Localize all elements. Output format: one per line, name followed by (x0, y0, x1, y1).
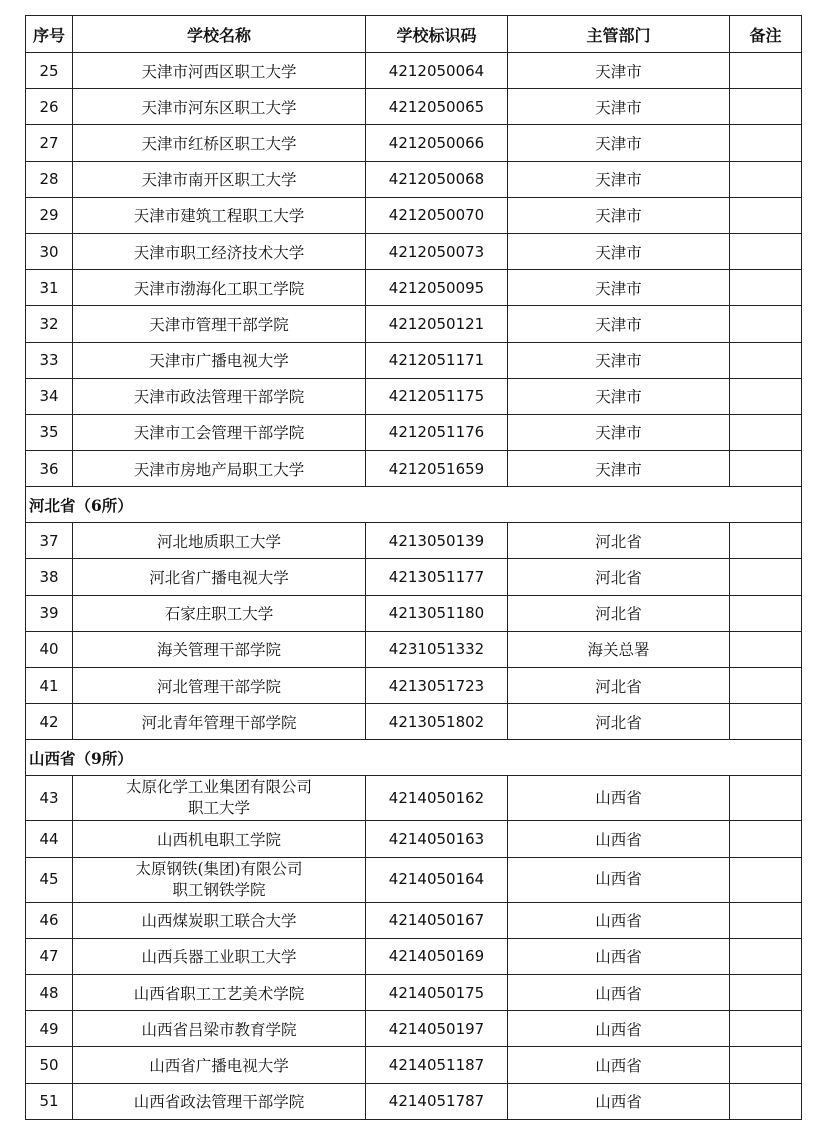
school-name-line: 太原钢铁(集团)有限公司 (135, 859, 303, 878)
cell-department: 天津市 (508, 197, 730, 233)
cell-school-code: 4214050197 (366, 1011, 508, 1047)
cell-school-name (73, 776, 366, 821)
cell-seq: 40 (26, 631, 73, 667)
cell-seq: 26 (26, 89, 73, 125)
cell-school-code: 4212051171 (366, 342, 508, 378)
school-name-line: 职工钢铁学院 (172, 880, 266, 899)
cell-school-code: 4213051180 (366, 595, 508, 631)
cell-school-name (73, 1083, 366, 1119)
cell-school-code: 4213051723 (366, 668, 508, 704)
cell-note (730, 704, 802, 740)
table-row (26, 125, 802, 161)
school-name-line: 天津市南开区职工大学 (141, 171, 297, 190)
table-row (26, 451, 802, 487)
cell-seq: 44 (26, 821, 73, 857)
table-row (26, 270, 802, 306)
cell-note (730, 53, 802, 89)
cell-department: 山西省 (508, 902, 730, 938)
cell-school-code: 4213051177 (366, 559, 508, 595)
cell-seq: 50 (26, 1047, 73, 1083)
school-name-line: 天津市渤海化工职工学院 (133, 279, 305, 298)
cell-seq: 31 (26, 270, 73, 306)
cell-department: 天津市 (508, 89, 730, 125)
cell-department: 河北省 (508, 704, 730, 740)
cell-seq: 45 (26, 857, 73, 902)
cell-department: 山西省 (508, 857, 730, 902)
cell-department: 天津市 (508, 342, 730, 378)
table-header-row (26, 16, 802, 53)
section-header-row (26, 740, 802, 776)
cell-school-name (73, 161, 366, 197)
section-title: 山西省（9所） (26, 740, 802, 776)
cell-seq: 28 (26, 161, 73, 197)
school-name-line: 河北省广播电视大学 (149, 569, 289, 588)
cell-department: 天津市 (508, 414, 730, 450)
cell-school-code: 4214050162 (366, 776, 508, 821)
table-row (26, 89, 802, 125)
cell-note (730, 902, 802, 938)
cell-school-code: 4212051176 (366, 414, 508, 450)
cell-note (730, 631, 802, 667)
cell-school-name (73, 451, 366, 487)
school-name-line: 天津市政法管理干部学院 (133, 388, 305, 407)
cell-school-code: 4214050164 (366, 857, 508, 902)
cell-school-code: 4212050065 (366, 89, 508, 125)
cell-department: 山西省 (508, 938, 730, 974)
header-school-code: 学校标识码 (366, 16, 508, 53)
cell-note (730, 668, 802, 704)
school-name-line: 职工大学 (187, 799, 250, 818)
cell-school-name (73, 1047, 366, 1083)
school-name-line: 天津市广播电视大学 (149, 352, 289, 371)
school-name-line: 山西省吕梁市教育学院 (141, 1020, 297, 1039)
cell-school-code: 4213051802 (366, 704, 508, 740)
school-name-line: 山西机电职工学院 (156, 830, 281, 849)
table-row (26, 342, 802, 378)
cell-note (730, 451, 802, 487)
cell-note (730, 938, 802, 974)
cell-seq: 51 (26, 1083, 73, 1119)
table-row (26, 902, 802, 938)
cell-department: 天津市 (508, 451, 730, 487)
cell-department: 山西省 (508, 1083, 730, 1119)
cell-school-name (73, 270, 366, 306)
table-row (26, 414, 802, 450)
header-department: 主管部门 (508, 16, 730, 53)
cell-school-code: 4212050121 (366, 306, 508, 342)
table-row (26, 197, 802, 233)
school-name-line: 天津市建筑工程职工大学 (133, 207, 305, 226)
school-name-line: 石家庄职工大学 (164, 605, 274, 624)
cell-note (730, 1011, 802, 1047)
cell-seq: 32 (26, 306, 73, 342)
table-row (26, 233, 802, 269)
cell-seq: 36 (26, 451, 73, 487)
cell-school-name (73, 1011, 366, 1047)
section-header-row (26, 487, 802, 523)
cell-seq: 35 (26, 414, 73, 450)
school-name-line: 山西省职工工艺美术学院 (133, 984, 305, 1003)
cell-note (730, 821, 802, 857)
cell-department: 山西省 (508, 1047, 730, 1083)
header-school-name: 学校名称 (73, 16, 366, 53)
cell-school-name (73, 974, 366, 1010)
cell-department: 山西省 (508, 776, 730, 821)
table-row (26, 161, 802, 197)
school-name-line: 山西兵器工业职工大学 (141, 948, 297, 967)
cell-note (730, 306, 802, 342)
cell-department: 山西省 (508, 974, 730, 1010)
cell-note (730, 776, 802, 821)
cell-department: 海关总署 (508, 631, 730, 667)
cell-department: 山西省 (508, 821, 730, 857)
cell-department: 河北省 (508, 523, 730, 559)
table-row (26, 631, 802, 667)
cell-seq: 43 (26, 776, 73, 821)
cell-school-name (73, 342, 366, 378)
cell-school-name (73, 559, 366, 595)
cell-school-code: 4231051332 (366, 631, 508, 667)
cell-note (730, 1083, 802, 1119)
cell-department: 天津市 (508, 125, 730, 161)
cell-note (730, 270, 802, 306)
cell-school-name (73, 704, 366, 740)
cell-school-name (73, 821, 366, 857)
cell-department: 天津市 (508, 53, 730, 89)
cell-department: 河北省 (508, 559, 730, 595)
cell-school-code: 4212050073 (366, 233, 508, 269)
cell-note (730, 414, 802, 450)
school-name-line: 太原化学工业集团有限公司 (125, 778, 312, 797)
table-row (26, 704, 802, 740)
table-row (26, 523, 802, 559)
cell-seq: 42 (26, 704, 73, 740)
cell-note (730, 89, 802, 125)
cell-department: 天津市 (508, 378, 730, 414)
table-row (26, 821, 802, 857)
cell-school-name (73, 595, 366, 631)
school-name-line: 天津市工会管理干部学院 (133, 424, 305, 443)
table-row (26, 776, 802, 821)
cell-school-name (73, 53, 366, 89)
table-row (26, 53, 802, 89)
cell-note (730, 857, 802, 902)
cell-school-name (73, 523, 366, 559)
cell-department: 天津市 (508, 306, 730, 342)
cell-school-name (73, 233, 366, 269)
cell-school-name (73, 902, 366, 938)
cell-school-name (73, 857, 366, 902)
table-row (26, 974, 802, 1010)
table-row (26, 306, 802, 342)
cell-school-code: 4212050095 (366, 270, 508, 306)
school-name-line: 河北管理干部学院 (156, 677, 281, 696)
cell-seq: 46 (26, 902, 73, 938)
cell-school-code: 4214050167 (366, 902, 508, 938)
cell-seq: 34 (26, 378, 73, 414)
table-row (26, 938, 802, 974)
school-name-line: 海关管理干部学院 (156, 641, 281, 660)
cell-seq: 25 (26, 53, 73, 89)
cell-department: 天津市 (508, 270, 730, 306)
cell-note (730, 342, 802, 378)
cell-note (730, 161, 802, 197)
school-name-line: 天津市河东区职工大学 (141, 98, 297, 117)
cell-seq: 27 (26, 125, 73, 161)
table-row (26, 1083, 802, 1119)
cell-school-name (73, 668, 366, 704)
cell-seq: 48 (26, 974, 73, 1010)
header-seq: 序号 (26, 16, 73, 53)
cell-department: 河北省 (508, 595, 730, 631)
table-row (26, 857, 802, 902)
school-name-line: 山西煤炭职工联合大学 (141, 912, 297, 931)
table-row (26, 1047, 802, 1083)
cell-note (730, 233, 802, 269)
table-row (26, 668, 802, 704)
cell-department: 山西省 (508, 1011, 730, 1047)
school-name-line: 河北青年管理干部学院 (141, 713, 297, 732)
cell-note (730, 523, 802, 559)
cell-school-code: 4214050163 (366, 821, 508, 857)
cell-seq: 38 (26, 559, 73, 595)
cell-note (730, 559, 802, 595)
school-name-line: 天津市职工经济技术大学 (133, 243, 305, 262)
cell-school-name (73, 197, 366, 233)
cell-note (730, 1047, 802, 1083)
cell-school-code: 4214051187 (366, 1047, 508, 1083)
cell-school-code: 4214050175 (366, 974, 508, 1010)
cell-department: 天津市 (508, 233, 730, 269)
cell-seq: 41 (26, 668, 73, 704)
cell-seq: 33 (26, 342, 73, 378)
cell-school-name (73, 306, 366, 342)
cell-seq: 30 (26, 233, 73, 269)
school-name-line: 山西省政法管理干部学院 (133, 1093, 305, 1112)
cell-school-code: 4214050169 (366, 938, 508, 974)
school-name-line: 山西省广播电视大学 (149, 1056, 289, 1075)
cell-seq: 39 (26, 595, 73, 631)
cell-seq: 37 (26, 523, 73, 559)
table-row (26, 595, 802, 631)
cell-school-name (73, 125, 366, 161)
cell-note (730, 378, 802, 414)
school-name-line: 河北地质职工大学 (156, 532, 281, 551)
cell-school-name (73, 89, 366, 125)
school-table (25, 15, 802, 1120)
cell-school-code: 4213050139 (366, 523, 508, 559)
section-title: 河北省（6所） (26, 487, 802, 523)
cell-school-code: 4212050070 (366, 197, 508, 233)
school-name-line: 天津市房地产局职工大学 (133, 460, 305, 479)
cell-note (730, 197, 802, 233)
cell-seq: 29 (26, 197, 73, 233)
cell-school-name (73, 938, 366, 974)
table-body (26, 53, 802, 1120)
cell-seq: 47 (26, 938, 73, 974)
cell-department: 河北省 (508, 668, 730, 704)
cell-department: 天津市 (508, 161, 730, 197)
cell-school-code: 4212051659 (366, 451, 508, 487)
cell-school-code: 4212050068 (366, 161, 508, 197)
cell-school-name (73, 378, 366, 414)
cell-note (730, 974, 802, 1010)
cell-school-code: 4212051175 (366, 378, 508, 414)
cell-seq: 49 (26, 1011, 73, 1047)
table-row (26, 378, 802, 414)
school-name-line: 天津市管理干部学院 (149, 315, 289, 334)
cell-school-name (73, 414, 366, 450)
cell-note (730, 595, 802, 631)
table-row (26, 1011, 802, 1047)
cell-school-code: 4212050066 (366, 125, 508, 161)
table-row (26, 559, 802, 595)
cell-school-name (73, 631, 366, 667)
header-note: 备注 (730, 16, 802, 53)
school-name-line: 天津市河西区职工大学 (141, 62, 297, 81)
school-name-line: 天津市红桥区职工大学 (141, 134, 297, 153)
cell-note (730, 125, 802, 161)
cell-school-code: 4212050064 (366, 53, 508, 89)
cell-school-code: 4214051787 (366, 1083, 508, 1119)
